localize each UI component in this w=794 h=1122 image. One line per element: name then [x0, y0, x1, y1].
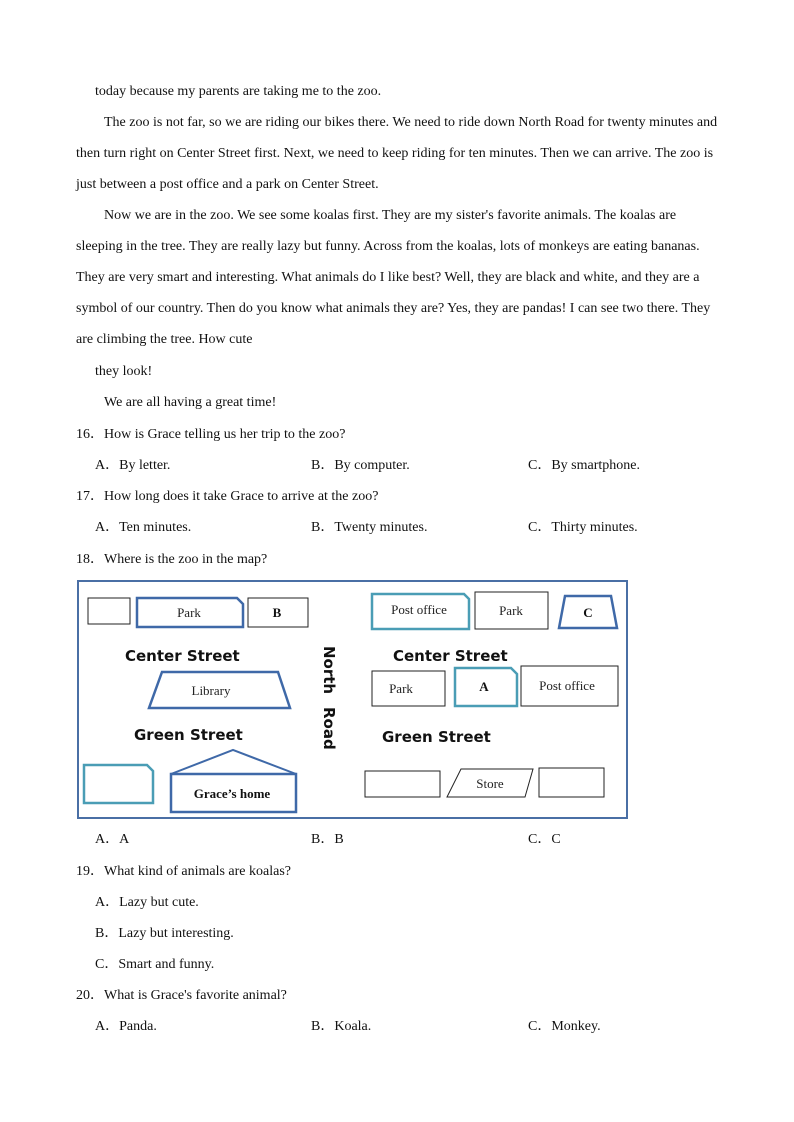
- question-17-option-a: A．Ten minutes.: [95, 520, 192, 535]
- passage-line: Now we are in the zoo. We see some koalas first. They are my sister's favorite animals. The koalas are: [104, 208, 677, 223]
- question-18-stem: 18．Where is the zoo in the map?: [76, 552, 268, 567]
- question-19-option-c: C．Smart and funny.: [95, 957, 215, 972]
- blank-teal-building: [84, 765, 153, 803]
- park-label-mid-right: Park: [389, 681, 413, 696]
- question-17-option-b: B．Twenty minutes.: [311, 520, 428, 535]
- question-19-option-b: B．Lazy but interesting.: [95, 926, 234, 941]
- passage-line: The zoo is not far, so we are riding our bikes there. We need to ride down North Road for twenty minutes and: [104, 115, 718, 130]
- label-c: C: [583, 605, 593, 620]
- north-road-label-road: Road: [320, 707, 338, 750]
- question-20-stem: 20．What is Grace's favorite animal?: [76, 988, 287, 1003]
- green-street-label-right: Green Street: [382, 728, 491, 746]
- park-label-left: Park: [177, 605, 201, 620]
- street-map: [77, 580, 628, 820]
- passage-line: We are all having a great time!: [104, 395, 277, 410]
- question-20-option-a: A．Panda.: [95, 1019, 157, 1034]
- blank-building-bottom-2: [539, 768, 604, 797]
- question-20-option-c: C．Monkey.: [528, 1019, 601, 1034]
- question-18-option-c: C．C: [528, 832, 561, 847]
- passage-line: just between a post office and a park on Center Street.: [76, 177, 379, 192]
- label-b: B: [272, 605, 282, 620]
- question-16-option-a: A．By letter.: [95, 458, 171, 473]
- question-20-option-b: B．Koala.: [311, 1019, 372, 1034]
- center-street-label-left: Center Street: [125, 647, 240, 665]
- post-office-label-top: Post office: [391, 602, 447, 617]
- passage-line: then turn right on Center Street first. Next, we need to keep riding for ten minutes. Then we can arrive. The zoo is: [76, 146, 714, 161]
- question-17-stem: 17．How long does it take Grace to arrive at the zoo?: [76, 489, 379, 504]
- passage-line: today because my parents are taking me to the zoo.: [95, 84, 382, 99]
- post-office-label-mid: Post office: [539, 678, 595, 693]
- passage-line: symbol of our country. Then do you know what animals they are? Yes, they are pandas! I can see two there. They: [76, 301, 711, 316]
- passage-line: They are very smart and interesting. What animals do I like best? Well, they are black and white, and they are a: [76, 270, 700, 285]
- center-street-label-right: Center Street: [393, 647, 508, 665]
- question-18-option-a: A．A: [95, 832, 130, 847]
- library-label: Library: [191, 683, 231, 698]
- map-frame: [78, 581, 627, 818]
- north-road-label-north: North: [320, 646, 338, 695]
- passage-line: are climbing the tree. How cute: [76, 332, 253, 347]
- question-16-option-b: B．By computer.: [311, 458, 410, 473]
- green-street-label-left: Green Street: [134, 726, 243, 744]
- passage-line: they look!: [95, 364, 153, 379]
- store-label: Store: [476, 776, 504, 791]
- question-19-stem: 19．What kind of animals are koalas?: [76, 864, 291, 879]
- blank-building-bottom-1: [365, 771, 440, 797]
- label-a: A: [479, 679, 489, 694]
- question-18-option-b: B．B: [311, 832, 344, 847]
- park-label-top-right: Park: [499, 603, 523, 618]
- question-16-stem: 16．How is Grace telling us her trip to the zoo?: [76, 427, 346, 442]
- graces-home-label: Grace’s home: [193, 786, 271, 801]
- question-16-option-c: C．By smartphone.: [528, 458, 640, 473]
- question-19-option-a: A．Lazy but cute.: [95, 895, 199, 910]
- question-17-option-c: C．Thirty minutes.: [528, 520, 638, 535]
- graces-home-roof: [171, 750, 296, 774]
- passage-line: sleeping in the tree. They are really lazy but funny. Across from the koalas, lots of monkeys are eating bananas.: [76, 239, 700, 254]
- blank-building: [88, 598, 130, 624]
